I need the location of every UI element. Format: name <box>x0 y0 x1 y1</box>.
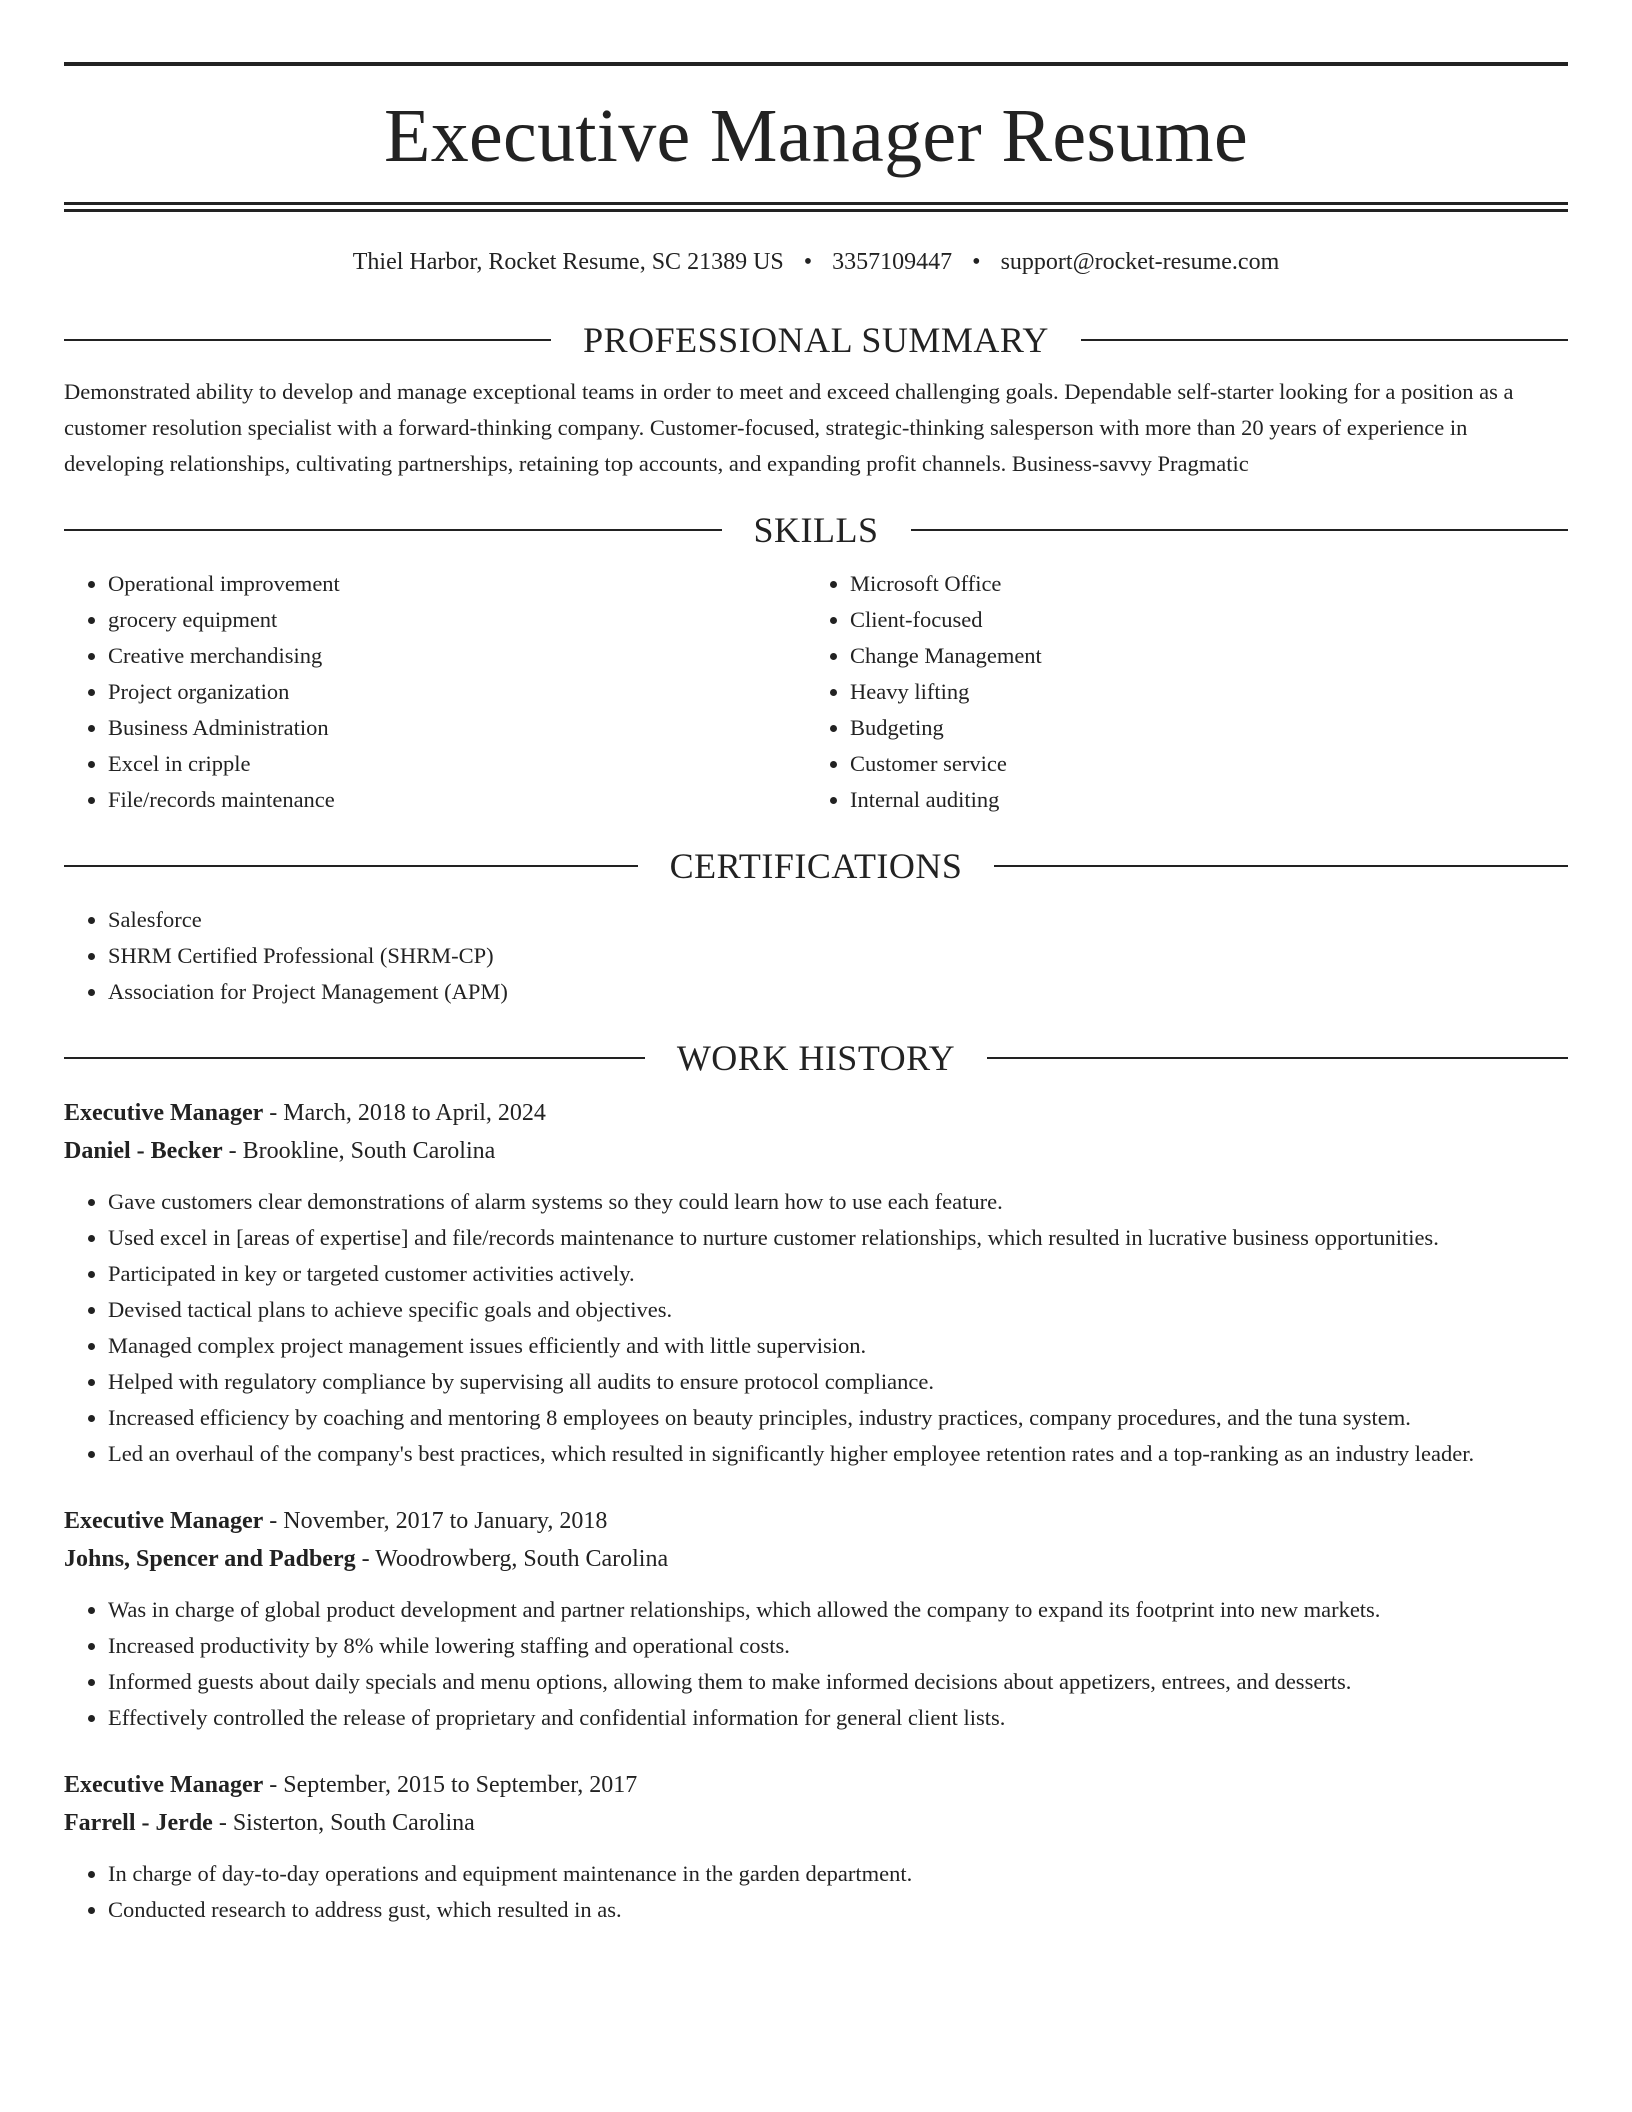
job-bullet: • Led an overhaul of the company's best practices, which resulted in significantly higher employee retention rates and a top-ranking as an industry leader. <box>108 1436 1568 1472</box>
job-title-line <box>64 1094 1568 1132</box>
skills-heading-label: SKILLS <box>753 510 879 550</box>
skills-list-left <box>64 566 806 818</box>
certification-item: • Association for Project Management (APM) <box>108 974 1568 1010</box>
certification-item: • SHRM Certified Professional (SHRM-CP) <box>108 938 1568 974</box>
heading-rule-right <box>987 1057 1568 1059</box>
job-title: Executive Manager <box>64 1508 264 1534</box>
job-location: - Sisterton, South Carolina <box>212 1810 475 1836</box>
skill-item: • Business Administration <box>108 710 806 746</box>
job-bullet: • Was in charge of global product development and partner relationships, which allowed the company to expand its footprint into new markets. <box>108 1592 1568 1628</box>
skill-item: • Client-focused <box>850 602 1548 638</box>
title-double-rule <box>64 202 1568 212</box>
job-bullet: • Participated in key or targeted customer activities actively. <box>108 1256 1568 1292</box>
job-bullet: • Increased productivity by 8% while lowering staffing and operational costs. <box>108 1628 1568 1664</box>
skill-item: • grocery equipment <box>108 602 806 638</box>
certifications-heading <box>64 844 1568 888</box>
work-history-heading <box>64 1036 1568 1080</box>
contact-phone: 3357109447 <box>832 249 953 275</box>
job-bullet: • Used excel in [areas of expertise] and file/records maintenance to nurture customer relationships, which resulted in lucrative business opportunities. <box>108 1220 1568 1256</box>
job-company: Farrell - Jerde <box>64 1810 213 1836</box>
job-bullet: • Effectively controlled the release of proprietary and confidential information for general client lists. <box>108 1700 1568 1736</box>
job-title-line <box>64 1502 1568 1540</box>
heading-rule-right <box>994 865 1568 867</box>
job-title-line <box>64 1766 1568 1804</box>
job-bullets <box>64 1856 1568 1928</box>
page-title: Executive Manager Resume <box>384 94 1248 178</box>
job-bullet: • Informed guests about daily specials and menu options, allowing them to make informed decisions about appetizers, entrees, and desserts. <box>108 1664 1568 1700</box>
skill-item: • Internal auditing <box>850 782 1548 818</box>
heading-rule-right <box>1081 339 1568 341</box>
summary-text: Demonstrated ability to develop and manage exceptional teams in order to meet and exceed challenging goals. Dependable self-starter looking for a position as a customer resolution specialist with a forward-thinking company. Customer-focused, strategic-thinking salesperson with more than 20 years of experience in developing relationships, cultivating partnerships, retaining top accounts, and expanding profit channels. Business-savvy Pragmatic <box>64 379 1514 476</box>
skills-column-left <box>64 566 806 818</box>
skills-heading <box>64 508 1568 552</box>
job-bullet: • In charge of day-to-day operations and equipment maintenance in the garden department. <box>108 1856 1568 1892</box>
job-entry <box>64 1094 1568 1472</box>
skill-item: • Excel in cripple <box>108 746 806 782</box>
certifications-list <box>64 902 1568 1010</box>
skills-list-right <box>806 566 1548 818</box>
job-dates: - September, 2015 to September, 2017 <box>263 1772 638 1798</box>
job-bullet: • Conducted research to address gust, which resulted in as. <box>108 1892 1568 1928</box>
certifications-heading-label: CERTIFICATIONS <box>669 846 963 886</box>
job-bullets <box>64 1592 1568 1736</box>
skill-item: • Budgeting <box>850 710 1548 746</box>
job-location: - Brookline, South Carolina <box>222 1138 496 1164</box>
job-company-line <box>64 1540 1568 1578</box>
skill-item: • Microsoft Office <box>850 566 1548 602</box>
job-bullets <box>64 1184 1568 1472</box>
certification-item: • Salesforce <box>108 902 1568 938</box>
heading-rule-right <box>911 529 1569 531</box>
contact-separator: • <box>972 249 981 275</box>
job-company-line <box>64 1804 1568 1842</box>
top-rule <box>64 62 1568 66</box>
job-title: Executive Manager <box>64 1100 264 1126</box>
contact-separator: • <box>803 249 813 275</box>
work-history-heading-label: WORK HISTORY <box>676 1038 956 1078</box>
job-bullet: • Managed complex project management issues efficiently and with little supervision. <box>108 1328 1568 1364</box>
summary-heading <box>64 318 1568 362</box>
job-company: Daniel - Becker <box>64 1138 223 1164</box>
job-bullet: • Gave customers clear demonstrations of alarm systems so they could learn how to use each feature. <box>108 1184 1568 1220</box>
job-location: - Woodrowberg, South Carolina <box>355 1546 669 1572</box>
job-bullet: • Helped with regulatory compliance by supervising all audits to ensure protocol compliance. <box>108 1364 1568 1400</box>
job-bullet: • Devised tactical plans to achieve specific goals and objectives. <box>108 1292 1568 1328</box>
skill-item: • Operational improvement <box>108 566 806 602</box>
job-company: Johns, Spencer and Padberg <box>64 1546 356 1572</box>
contact-email: support@rocket-resume.com <box>1000 249 1280 275</box>
job-entry <box>64 1502 1568 1736</box>
heading-rule-left <box>64 1057 645 1059</box>
heading-rule-left <box>64 529 722 531</box>
contact-line <box>64 246 1568 278</box>
skill-item: • Heavy lifting <box>850 674 1548 710</box>
heading-rule-left <box>64 339 551 341</box>
skills-column-right <box>806 566 1548 818</box>
job-dates: - March, 2018 to April, 2024 <box>263 1100 546 1126</box>
job-company-line <box>64 1132 1568 1170</box>
skill-item: • File/records maintenance <box>108 782 806 818</box>
contact-address: Thiel Harbor, Rocket Resume, SC 21389 US <box>352 249 784 275</box>
skill-item: • Creative merchandising <box>108 638 806 674</box>
skill-item: • Customer service <box>850 746 1548 782</box>
job-title: Executive Manager <box>64 1772 264 1798</box>
skill-item: • Change Management <box>850 638 1548 674</box>
skill-item: • Project organization <box>108 674 806 710</box>
job-dates: - November, 2017 to January, 2018 <box>263 1508 608 1534</box>
heading-rule-left <box>64 865 638 867</box>
job-bullet: • Increased efficiency by coaching and mentoring 8 employees on beauty principles, industry practices, company procedures, and the tuna system. <box>108 1400 1568 1436</box>
skills-columns <box>64 566 1568 818</box>
summary-heading-label: PROFESSIONAL SUMMARY <box>583 320 1049 360</box>
job-entry <box>64 1766 1568 1928</box>
